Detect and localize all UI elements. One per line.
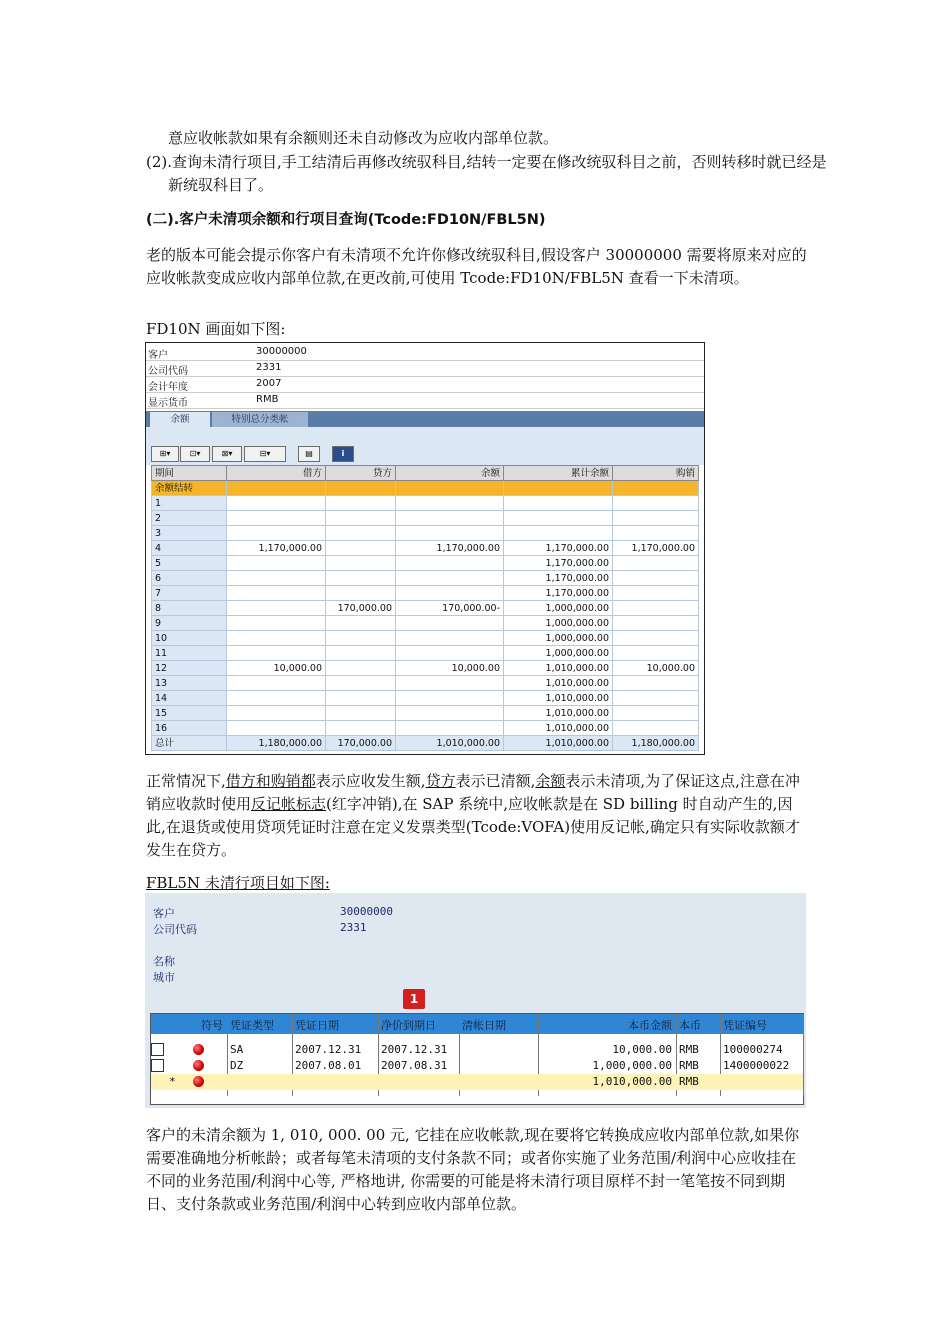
table-cell: 1,170,000.00: [227, 541, 326, 556]
table-cell: [396, 691, 504, 706]
table-cell: 1,010,000.00: [504, 661, 613, 676]
field-label: 会计年度: [148, 382, 188, 393]
table-cell: 1,010,000.00: [504, 676, 613, 691]
table-cell: RMB: [679, 1075, 699, 1088]
table-cell: 1400000022: [723, 1059, 790, 1072]
table-cell: 1,000,000.00: [504, 631, 613, 646]
table-cell: 1,010,000.00: [504, 691, 613, 706]
row-checkbox[interactable]: [151, 1059, 164, 1072]
table-cell: [504, 496, 613, 511]
table-cell: 4: [152, 541, 227, 556]
column-header[interactable]: 期间: [152, 466, 227, 481]
table-cell: [613, 481, 699, 496]
table-row[interactable]: [152, 511, 699, 526]
table-cell: 15: [152, 706, 227, 721]
table-cell: [613, 511, 699, 526]
export-button[interactable]: ⊠▾: [212, 446, 242, 462]
table-row[interactable]: [152, 646, 699, 661]
table-cell: 总计: [152, 736, 227, 751]
fbl5n-open-items-table: [150, 1013, 804, 1105]
table-cell: RMB: [679, 1059, 699, 1072]
table-cell: [227, 481, 326, 496]
text: 表示已清额,: [455, 772, 536, 790]
table-cell: [326, 706, 396, 721]
table-cell: 1,180,000.00: [227, 736, 326, 751]
carry-forward-row[interactable]: [152, 481, 699, 496]
table-cell: 8: [152, 601, 227, 616]
table-cell: 10,000.00: [613, 661, 699, 676]
status-red-icon: [193, 1076, 204, 1087]
table-cell: [613, 526, 699, 541]
field-label: 客户: [148, 350, 168, 361]
status-red-icon: [193, 1044, 204, 1055]
table-row[interactable]: [151, 1042, 803, 1058]
table-cell: 3: [152, 526, 227, 541]
paragraph-explanation: [146, 770, 808, 862]
table-cell: 2007.12.31: [381, 1043, 448, 1056]
table-cell: [613, 571, 699, 586]
field-label: 城市: [153, 971, 175, 984]
table-cell: [326, 631, 396, 646]
table-cell: [227, 721, 326, 736]
table-cell: 13: [152, 676, 227, 691]
column-header[interactable]: 借方: [227, 466, 326, 481]
table-cell: 11: [152, 646, 227, 661]
column-header[interactable]: 贷方: [326, 466, 396, 481]
table-cell: [504, 481, 613, 496]
table-cell: [227, 676, 326, 691]
table-cell: [227, 556, 326, 571]
field-value: 2331: [340, 921, 367, 934]
fd10n-balance-table: [151, 465, 699, 751]
table-row[interactable]: [151, 1058, 803, 1074]
table-cell: [396, 481, 504, 496]
column-header[interactable]: 本币金额: [628, 1019, 672, 1032]
table-cell: SA: [230, 1043, 244, 1056]
table-cell: 1,010,000.00: [504, 736, 613, 751]
column-header[interactable]: 累计余额: [504, 466, 613, 481]
table-cell: [227, 616, 326, 631]
column-header[interactable]: 凭证编号: [723, 1019, 767, 1032]
table-row[interactable]: [152, 541, 699, 556]
table-cell: [396, 646, 504, 661]
column-header[interactable]: 净价到期日: [381, 1019, 436, 1032]
table-cell: [396, 706, 504, 721]
fd10n-screenshot: [145, 342, 705, 755]
table-row[interactable]: [152, 721, 699, 736]
table-cell: 1: [152, 496, 227, 511]
table-cell: 1,010,000.00: [504, 706, 613, 721]
field-value: 2007: [256, 378, 282, 389]
table-row[interactable]: [152, 661, 699, 676]
table-cell: 2007.08.01: [295, 1059, 362, 1072]
table-cell: [396, 721, 504, 736]
table-row[interactable]: [152, 601, 699, 616]
status-red-icon: [193, 1060, 204, 1071]
table-cell: 16: [152, 721, 227, 736]
table-cell: [227, 571, 326, 586]
text: 正常情况下,: [146, 772, 226, 790]
underlined-term: 贷方: [425, 772, 456, 790]
subtotal-button[interactable]: ⊡▾: [180, 446, 210, 462]
table-row[interactable]: [152, 631, 699, 646]
table-cell: [396, 571, 504, 586]
fd10n-field-row: [146, 376, 704, 393]
table-cell: [326, 556, 396, 571]
underlined-term: 借方和购销都: [225, 772, 316, 790]
column-header[interactable]: 符号: [201, 1019, 223, 1032]
table-cell: 余额结转: [152, 481, 227, 496]
table-row[interactable]: [152, 676, 699, 691]
table-cell: 170,000.00: [326, 601, 396, 616]
table-cell: 10,000.00: [612, 1043, 672, 1056]
table-cell: 6: [152, 571, 227, 586]
table-cell: [396, 616, 504, 631]
table-cell: [326, 541, 396, 556]
table-cell: [326, 496, 396, 511]
table-cell: 1,000,000.00: [504, 646, 613, 661]
fd10n-caption: FD10N 画面如下图:: [146, 320, 286, 338]
table-cell: [504, 511, 613, 526]
column-header[interactable]: 购销: [613, 466, 699, 481]
table-cell: 14: [152, 691, 227, 706]
table-cell: 12: [152, 661, 227, 676]
paragraph-intro: 老的版本可能会提示你客户有未清项不允许你修改统驭科目,假设客户 30000000 需要将原来对应的应收帐款变成应收内部单位款,在更改前,可使用 Tcode:FD10N/FBL5N 查看一下未清项。: [146, 246, 807, 287]
table-cell: RMB: [679, 1043, 699, 1056]
table-cell: 1,000,000.00: [504, 616, 613, 631]
table-cell: [613, 616, 699, 631]
tab-balance[interactable]: 余额: [150, 412, 210, 427]
table-cell: 170,000.00-: [396, 601, 504, 616]
section-heading: (二).客户未清项余额和行项目查询(Tcode:FD10N/FBL5N): [146, 212, 546, 228]
table-cell: [326, 511, 396, 526]
table-row[interactable]: [152, 586, 699, 601]
table-cell: 100000274: [723, 1043, 783, 1056]
table-cell: [326, 571, 396, 586]
table-cell: 1,170,000.00: [613, 541, 699, 556]
info-button[interactable]: i: [332, 446, 354, 462]
table-cell: [227, 601, 326, 616]
total-marker: *: [169, 1075, 176, 1088]
table-cell: [613, 496, 699, 511]
table-cell: 1,170,000.00: [504, 586, 613, 601]
field-label: 客户: [153, 907, 175, 920]
field-value: 2331: [256, 362, 282, 373]
table-cell: DZ: [230, 1059, 244, 1072]
table-cell: [396, 586, 504, 601]
table-cell: [326, 481, 396, 496]
table-cell: 1,180,000.00: [613, 736, 699, 751]
tab-special-gl[interactable]: 特别总分类帐: [212, 412, 308, 427]
table-cell: 1,000,000.00: [592, 1059, 672, 1072]
table-cell: [396, 631, 504, 646]
column-header[interactable]: 凭证日期: [295, 1019, 339, 1032]
table-cell: [227, 706, 326, 721]
field-label: 显示货币: [148, 398, 188, 409]
table-cell: [326, 691, 396, 706]
table-cell: 170,000.00: [326, 736, 396, 751]
table-row[interactable]: [152, 691, 699, 706]
table-cell: [613, 601, 699, 616]
caption-text: FBL5N 未清行项目如下图:: [146, 874, 330, 892]
table-row[interactable]: [152, 616, 699, 631]
paragraph-conclusion: 客户的未清余额为 1, 010, 000. 00 元, 它挂在应收帐款,现在要将它转换成应收内部单位款,如果你需要准确地分析帐龄；或者每笔未清项的支付条款不同；或者你实施了业务范围/利润中心应收挂在不同的业务范围/利润中心等, 严格地讲, 你需要的可能是将未清行项目原样不封一笔笔按不同到期日、支付条款或业务范围/利润中心转到应收内部单位款。: [146, 1126, 800, 1213]
text: 表示应收发生额,: [315, 772, 426, 790]
total-row[interactable]: [152, 736, 699, 751]
row-checkbox[interactable]: [151, 1043, 164, 1056]
table-cell: 1,000,000.00: [504, 601, 613, 616]
table-cell: [326, 616, 396, 631]
table-cell: [396, 526, 504, 541]
table-cell: 2: [152, 511, 227, 526]
table-cell: 1,010,000.00: [592, 1075, 672, 1088]
column-header[interactable]: 凭证类型: [230, 1019, 274, 1032]
total-row[interactable]: [151, 1074, 803, 1090]
field-label: 名称: [153, 955, 175, 968]
table-cell: [613, 691, 699, 706]
fd10n-toolbar: [146, 427, 704, 465]
table-cell: 10: [152, 631, 227, 646]
table-cell: [613, 586, 699, 601]
table-cell: 1,010,000.00: [504, 721, 613, 736]
table-cell: 10,000.00: [396, 661, 504, 676]
table-cell: 1,170,000.00: [504, 571, 613, 586]
table-row[interactable]: [152, 571, 699, 586]
table-cell: [613, 706, 699, 721]
table-cell: [504, 526, 613, 541]
sum-button[interactable]: ⊞▾: [151, 446, 179, 462]
table-cell: [227, 691, 326, 706]
paragraph-continuation: 意应收帐款如果有余额则还未自动修改为应收内部单位款。: [168, 129, 559, 147]
table-cell: [326, 721, 396, 736]
table-cell: 2007.12.31: [295, 1043, 362, 1056]
table-cell: [326, 646, 396, 661]
table-cell: 10,000.00: [227, 661, 326, 676]
table-row[interactable]: [152, 496, 699, 511]
table-cell: [227, 586, 326, 601]
table-cell: 9: [152, 616, 227, 631]
table-cell: [613, 556, 699, 571]
table-row[interactable]: [152, 706, 699, 721]
fd10n-field-row: [146, 344, 704, 361]
table-cell: [396, 496, 504, 511]
underlined-term: 余额: [535, 772, 566, 790]
table-cell: [396, 676, 504, 691]
fd10n-field-row: [146, 360, 704, 377]
table-cell: 2007.08.31: [381, 1059, 448, 1072]
table-cell: 1,010,000.00: [396, 736, 504, 751]
table-cell: 5: [152, 556, 227, 571]
fbl5n-screenshot: [145, 893, 806, 1108]
table-cell: [326, 676, 396, 691]
table-cell: [227, 646, 326, 661]
table-cell: [613, 631, 699, 646]
fbl5n-caption: [146, 872, 808, 895]
fd10n-field-row: [146, 392, 704, 409]
table-row[interactable]: [152, 556, 699, 571]
underlined-term: 反记帐标志: [251, 795, 327, 813]
field-value: RMB: [256, 394, 279, 405]
field-label: 公司代码: [153, 923, 197, 936]
table-cell: [613, 646, 699, 661]
table-cell: 1,170,000.00: [396, 541, 504, 556]
graphic-button[interactable]: ▤: [298, 446, 320, 462]
table-cell: [326, 586, 396, 601]
table-cell: [227, 526, 326, 541]
table-cell: [613, 676, 699, 691]
paragraph-step-2: (2).查询未清行项目,手工结清后再修改统驭科目,结转一定要在修改统驭科目之前，否则转移时就已经是新统驭科目了。: [146, 153, 827, 194]
table-cell: 7: [152, 586, 227, 601]
table-cell: 1,170,000.00: [504, 556, 613, 571]
column-header[interactable]: 本币: [679, 1019, 701, 1032]
column-header[interactable]: 清帐日期: [462, 1019, 506, 1032]
callout-badge: 1: [403, 989, 425, 1009]
table-cell: [396, 556, 504, 571]
table-cell: [613, 721, 699, 736]
table-cell: [227, 511, 326, 526]
layout-button[interactable]: ⊟▾: [244, 446, 286, 462]
table-cell: [326, 661, 396, 676]
fd10n-tabstrip: [146, 411, 704, 427]
text: 表示未清项,为了保证这点,注意在冲销应收款时使用: [146, 772, 800, 813]
table-cell: [227, 496, 326, 511]
table-cell: 1,170,000.00: [504, 541, 613, 556]
field-value: 30000000: [340, 905, 393, 918]
field-label: 公司代码: [148, 366, 188, 377]
text: (红字冲销),在 SAP 系统中,应收帐款是在 SD billing 时自动产生的,因此,在退货或使用贷项凭证时注意在定义发票类型(Tcode:VOFA)使用反记帐,确定只有实际收款额才发生在贷方。: [146, 795, 800, 859]
field-value: 30000000: [256, 346, 307, 357]
table-row[interactable]: [152, 526, 699, 541]
column-header[interactable]: 余额: [396, 466, 504, 481]
table-cell: [227, 631, 326, 646]
table-cell: [326, 526, 396, 541]
table-cell: [396, 511, 504, 526]
